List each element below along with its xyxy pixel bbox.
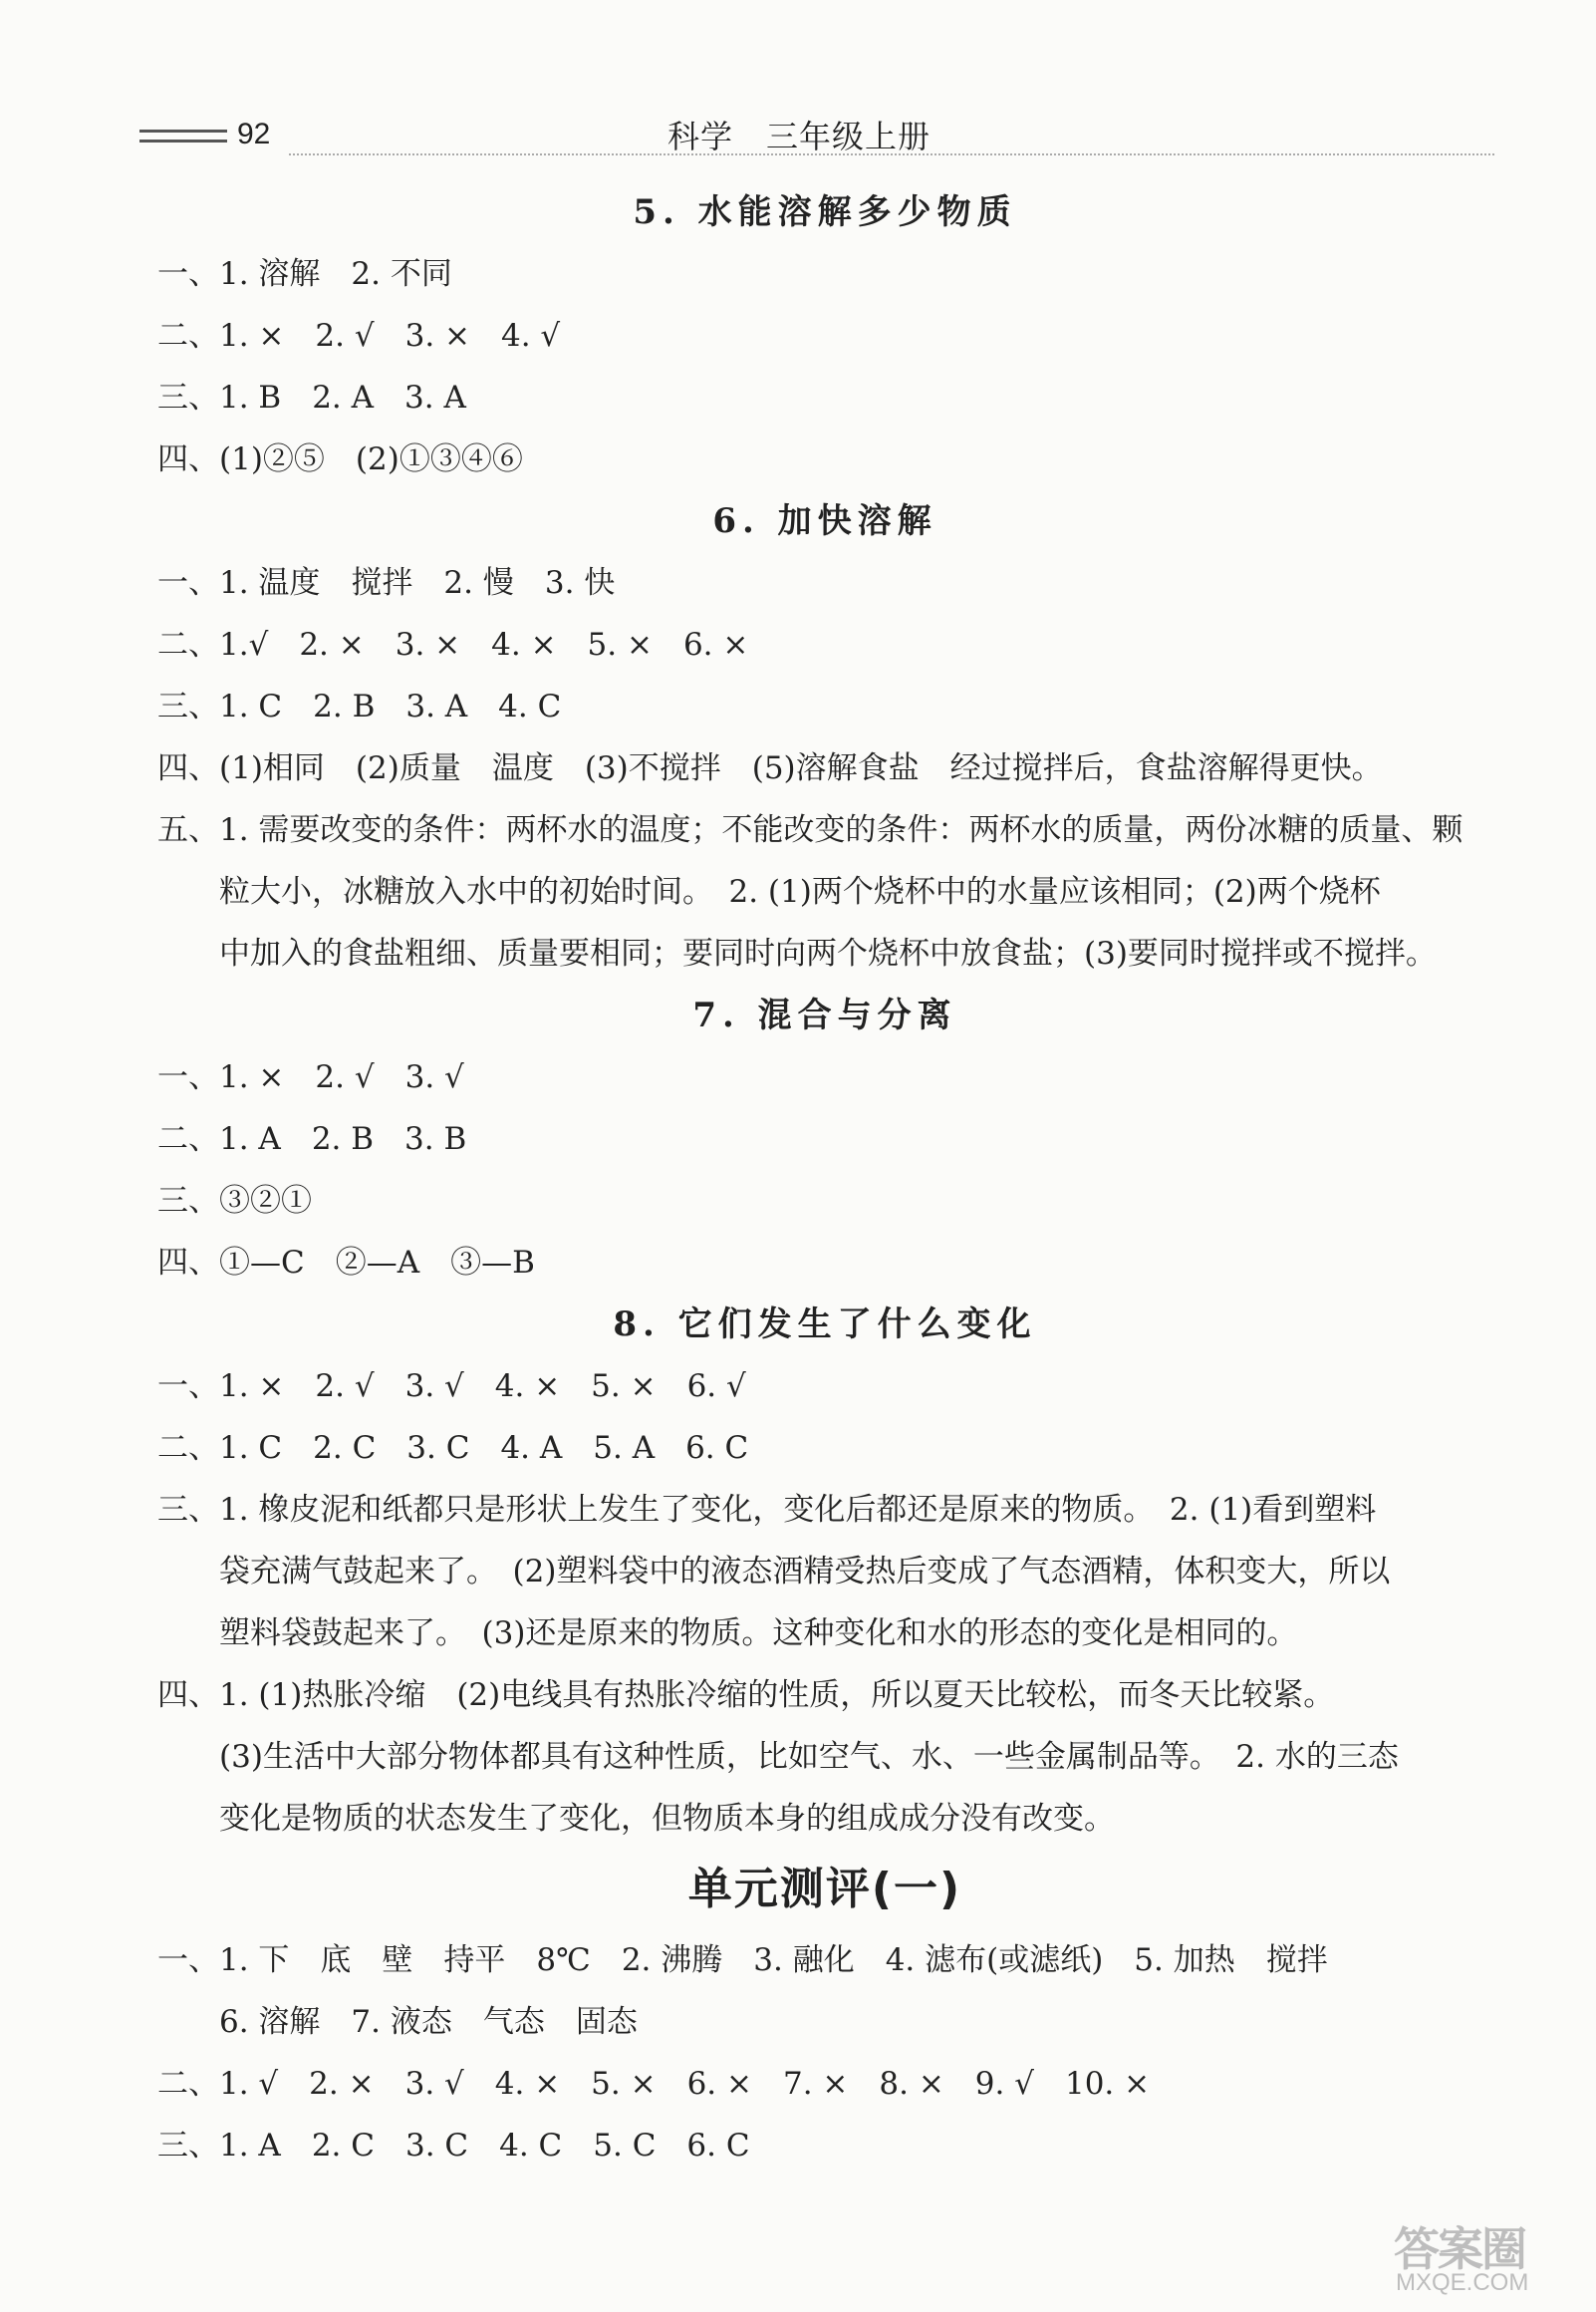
section-title: 单元测评(一): [687, 1864, 962, 1914]
answer-line: 三、1. B 2. A 3. A: [157, 380, 466, 416]
answer-line: 三、1. 橡皮泥和纸都只是形状上发生了变化，变化后都还是原来的物质。 2. (1)看到塑料: [157, 1492, 1377, 1528]
answer-line: 二、1. √ 2. × 3. √ 4. × 5. × 6. × 7. × 8. × 9. √ 10. ×: [157, 2066, 1151, 2102]
answer-section: [157, 490, 1492, 985]
answer-line: 三、③②①: [157, 1183, 312, 1219]
answer-section: [157, 181, 1492, 490]
answer-line: 二、1. C 2. C 3. C 4. A 5. A 6. C: [157, 1430, 749, 1466]
watermark-logo-text: 答案圈: [1394, 2223, 1525, 2275]
section-title: 7. 混合与分离: [692, 996, 957, 1035]
answer-line: 塑料袋鼓起来了。 (3)还是原来的物质。这种变化和水的形态的变化是相同的。: [219, 1615, 1298, 1651]
answer-section: [157, 985, 1492, 1294]
answer-line: (3)生活中大部分物体都具有这种性质，比如空气、水、一些金属制品等。 2. 水的三态: [219, 1739, 1399, 1775]
answer-line: 粒大小，冰糖放入水中的初始时间。 2. (1)两个烧杯中的水量应该相同；(2)两个烧杯: [219, 874, 1381, 910]
answer-line: 一、1. 溶解 2. 不同: [157, 256, 452, 292]
answer-line: 二、1. × 2. √ 3. × 4. √: [157, 318, 561, 354]
answer-line: 五、1. 需要改变的条件：两杯水的温度；不能改变的条件：两杯水的质量，两份冰糖的质量、颗: [157, 812, 1463, 848]
watermark: [1382, 2209, 1556, 2304]
answer-section: [157, 1850, 1492, 2176]
page-header: [139, 108, 1494, 167]
answer-line: 中加入的食盐粗细、质量要相同；要同时向两个烧杯中放食盐；(3)要同时搅拌或不搅拌。: [219, 936, 1437, 972]
answer-line: 二、1. A 2. B 3. B: [157, 1121, 467, 1157]
answer-line: 一、1. 温度 搅拌 2. 慢 3. 快: [157, 565, 616, 601]
answer-line: 四、①—C ②—A ③—B: [157, 1245, 535, 1281]
header-rule: [289, 153, 1494, 156]
answer-line: 袋充满气鼓起来了。 (2)塑料袋中的液态酒精受热后变成了气态酒精，体积变大，所以: [219, 1554, 1391, 1590]
page-number: 92: [237, 118, 271, 150]
answer-line: 四、(1)②⑤ (2)①③④⑥: [157, 441, 523, 477]
answer-line: 三、1. A 2. C 3. C 4. C 5. C 6. C: [157, 2128, 750, 2164]
watermark-url: MXQE.COM: [1396, 2269, 1529, 2296]
answer-line: 变化是物质的状态发生了变化，但物质本身的组成成分没有改变。: [219, 1801, 1115, 1837]
header-decoration: [139, 130, 227, 149]
answer-line: 一、1. × 2. √ 3. √ 4. × 5. × 6. √: [157, 1368, 746, 1404]
answer-line: 二、1.√ 2. × 3. × 4. × 5. × 6. ×: [157, 627, 749, 663]
section-title: 5. 水能溶解多少物质: [633, 192, 1017, 232]
section-title: 6. 加快溶解: [712, 501, 937, 541]
answer-line: 四、(1)相同 (2)质量 温度 (3)不搅拌 (5)溶解食盐 经过搅拌后，食盐溶解得更快。: [157, 750, 1383, 786]
answer-content: [157, 181, 1492, 2176]
answer-line: 6. 溶解 7. 液态 气态 固态: [219, 2004, 638, 2040]
answer-line: 一、1. × 2. √ 3. √: [157, 1059, 464, 1095]
answer-line: 四、1. (1)热胀冷缩 (2)电线具有热胀冷缩的性质，所以夏天比较松，而冬天比较紧。: [157, 1677, 1335, 1713]
book-title: 科学 三年级上册: [667, 118, 931, 155]
section-title: 8. 它们发生了什么变化: [613, 1304, 1037, 1344]
answer-section: [157, 1294, 1492, 1850]
answer-line: 三、1. C 2. B 3. A 4. C: [157, 689, 562, 724]
answer-line: 一、1. 下 底 壁 持平 8℃ 2. 沸腾 3. 融化 4. 滤布(或滤纸) 5. 加热 搅拌: [157, 1942, 1328, 1978]
